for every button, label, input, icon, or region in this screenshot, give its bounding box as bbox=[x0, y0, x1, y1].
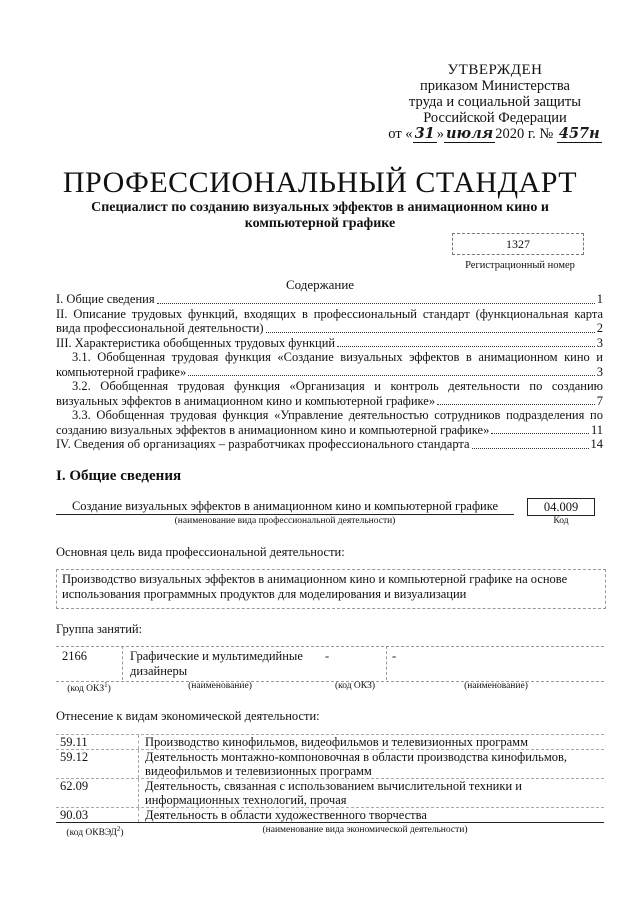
okved-name-caption: (наименование вида экономической деятельности) bbox=[262, 825, 468, 835]
approval-line: приказом Министерства bbox=[420, 78, 570, 94]
handwritten-month: июля bbox=[446, 125, 494, 142]
okz-code-caption: (код ОКЗ$^1$) bbox=[67, 681, 111, 695]
divider bbox=[386, 646, 387, 680]
registration-number-label: Регистрационный номер bbox=[465, 260, 575, 271]
approval-heading: УТВЕРЖДЕН bbox=[447, 62, 543, 78]
date-year: 2020 г. № bbox=[495, 126, 554, 142]
okz-code-empty: - bbox=[325, 649, 330, 663]
okz-name: Графические и мультимедийные дизайнеры bbox=[130, 649, 303, 678]
table-row: 59.11 Производство кинофильмов, видеофильмов и телевизионных программ bbox=[56, 735, 604, 750]
handwritten-order-number: 457н bbox=[558, 125, 600, 142]
group-label: Группа занятий: bbox=[56, 622, 143, 636]
date-mid: » bbox=[436, 126, 444, 142]
okved-table bbox=[56, 734, 604, 823]
date-prefix: от « bbox=[388, 126, 413, 142]
activity-code: 04.009 bbox=[527, 498, 595, 516]
toc-entry[interactable]: созданию визуальных эффектов в анимационном кино и компьютерной графике» 11 bbox=[56, 422, 603, 437]
toc-entry[interactable]: вида профессиональной деятельности) 2 bbox=[56, 321, 603, 335]
toc-entry[interactable]: I. Общие сведения 1 bbox=[56, 292, 603, 306]
okz-code: 2166 bbox=[62, 649, 87, 663]
okz-name-caption: (наименование) bbox=[188, 681, 252, 691]
econ-label: Отнесение к видам экономической деятельности: bbox=[56, 709, 320, 723]
toc-entry-line[interactable]: 3.1. Обобщенная трудовая функция «Создание визуальных эффектов в анимационном кино и bbox=[72, 350, 603, 364]
activity-caption: (наименование вида профессиональной деятельности) bbox=[174, 516, 396, 526]
section-heading: I. Общие сведения bbox=[56, 468, 182, 484]
approval-line: Российской Федерации bbox=[423, 110, 567, 126]
table-row: 62.09 Деятельность, связанная с использованием вычислительной техники и информационных технологий, прочая bbox=[56, 779, 604, 808]
toc-entry[interactable]: III. Характеристика обобщенных трудовых функций 3 bbox=[56, 335, 603, 350]
approval-block bbox=[380, 62, 610, 142]
table-of-contents bbox=[56, 292, 603, 452]
toc-entry[interactable]: IV. Сведения об организациях – разработчиках профессионального стандарта 14 bbox=[56, 437, 603, 451]
toc-entry-line[interactable]: 3.2. Обобщенная трудовая функция «Организация и контроль деятельности по созданию bbox=[72, 379, 603, 393]
code-caption: Код bbox=[553, 516, 569, 526]
toc-entry-line[interactable]: 3.3. Обобщенная трудовая функция «Управление деятельностью сотрудников подразделения по bbox=[72, 408, 603, 422]
document-subtitle: Специалист по созданию визуальных эффектов в анимационном кино и компьютерной графике bbox=[91, 200, 549, 231]
toc-heading: Содержание bbox=[285, 277, 355, 292]
okz-name-caption: (наименование) bbox=[464, 681, 528, 691]
toc-entry[interactable]: визуальных эффектов в анимационном кино и компьютерной графике» 7 bbox=[56, 393, 603, 408]
toc-entry[interactable]: компьютерной графике» 3 bbox=[56, 364, 603, 379]
registration-number-box: 1327 bbox=[452, 233, 584, 255]
goal-label: Основная цель вида профессиональной деятельности: bbox=[56, 545, 345, 559]
divider bbox=[122, 646, 123, 680]
okved-code-caption: (код ОКВЭД$^2$) bbox=[66, 825, 124, 839]
document-title: ПРОФЕССИОНАЛЬНЫЙ СТАНДАРТ bbox=[62, 166, 578, 199]
handwritten-day: 31 bbox=[414, 125, 435, 142]
table-row: 59.12 Деятельность монтажно-компоновочная в области производства кинофильмов, видеофильмов и телевизионных программ bbox=[56, 750, 604, 779]
activity-name: Создание визуальных эффектов в анимационном кино и компьютерной графике bbox=[56, 499, 514, 515]
toc-entry-line[interactable]: II. Описание трудовых функций, входящих в профессиональный стандарт (функциональная карта bbox=[56, 306, 603, 321]
goal-text: Производство визуальных эффектов в анимационном кино и компьютерной графике на основе использования программных продуктов для моделирования и визуализации bbox=[62, 572, 568, 601]
okz-name-empty: - bbox=[392, 649, 397, 663]
approval-line: труда и социальной защиты bbox=[409, 94, 581, 110]
okz-code-caption: (код ОКЗ) bbox=[334, 681, 376, 691]
table-row: 90.03 Деятельность в области художественного творчества bbox=[56, 808, 604, 823]
approval-date-line bbox=[380, 126, 610, 142]
